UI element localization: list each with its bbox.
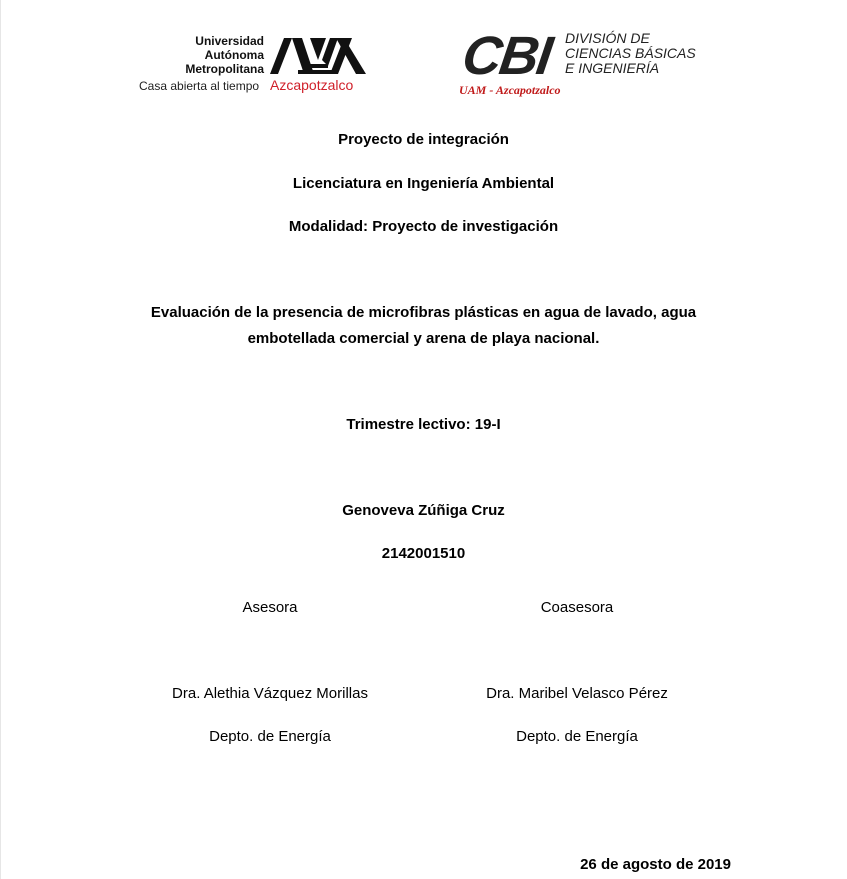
project-type: Proyecto de integración [338,131,509,148]
cbi-division: DIVISIÓN DE CIENCIAS BÁSICAS E INGENIERÍA [565,30,696,76]
modality: Modalidad: Proyecto de investigación [288,218,559,235]
submission-date: 26 de agosto de 2019 [580,856,731,873]
advisor-name: Dra. Maribel Velasco Pérez [486,685,668,702]
uam-tagline: Casa abierta al tiempo [139,79,260,93]
cbi-mark: CBI [458,26,555,86]
degree: Licenciatura en Ingeniería Ambiental [292,175,555,192]
advisor-name: Dra. Alethia Vázquez Morillas [172,685,368,702]
title-line: Evaluación de la presencia de microfibras plásticas en agua de lavado, agua [150,304,697,321]
term: Trimestre lectivo: 19-I [346,416,501,433]
student-name: Genoveva Zúñiga Cruz [342,502,505,519]
uam-name: Universidad Autónoma Metropolitana [185,34,264,76]
advisor-dept: Depto. de Energía [516,728,638,745]
advisor-role: Coasesora [540,599,614,616]
uam-emblem-icon [270,36,366,76]
uam-campus: Azcapotzalco [270,77,354,93]
cbi-subtitle: UAM - Azcapotzalco [459,83,561,97]
advisor-dept: Depto. de Energía [209,728,331,745]
title-line: embotellada comercial y arena de playa nacional. [247,330,600,347]
student-id: 2142001510 [381,545,466,562]
advisor-role: Asesora [242,599,298,616]
